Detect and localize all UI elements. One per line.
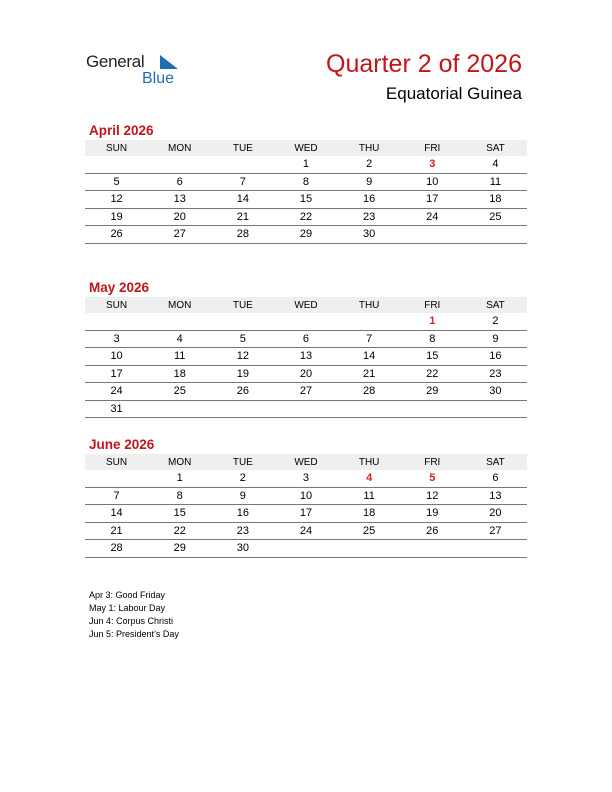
day-cell: 8 [401,330,464,348]
day-cell: 30 [464,383,527,401]
day-cell: 11 [464,173,527,191]
weekday-header: THU [338,140,401,156]
day-cell: 18 [338,505,401,523]
weekday-header-row [85,140,527,156]
day-cell: 18 [464,191,527,209]
day-cell: 31 [85,400,148,418]
logo-blue-text: Blue [142,70,175,87]
day-cell: 24 [401,208,464,226]
day-cell [148,313,211,330]
day-cell: 30 [338,226,401,244]
weekday-header: SAT [464,140,527,156]
day-cell: 7 [338,330,401,348]
day-cell: 16 [464,348,527,366]
weekday-header: THU [338,297,401,313]
day-cell: 22 [274,208,337,226]
day-cell: 10 [85,348,148,366]
day-cell: 2 [464,313,527,330]
day-cell: 24 [85,383,148,401]
day-cell [274,313,337,330]
holiday-note: Apr 3: Good Friday [89,590,166,600]
week-row [85,208,527,226]
week-row [85,313,527,330]
week-row [85,400,527,418]
day-cell: 12 [85,191,148,209]
day-cell: 1 [274,156,337,173]
weekday-header: TUE [211,140,274,156]
day-cell: 4 [338,470,401,487]
month-april [85,122,527,244]
day-cell: 5 [211,330,274,348]
day-cell: 22 [401,365,464,383]
day-cell: 21 [85,522,148,540]
week-row [85,191,527,209]
week-row [85,226,527,244]
weekday-header: MON [148,297,211,313]
day-cell: 3 [274,470,337,487]
logo [86,52,186,92]
week-row [85,383,527,401]
day-cell: 26 [401,522,464,540]
weekday-header: WED [274,140,337,156]
day-cell: 24 [274,522,337,540]
day-cell: 29 [148,540,211,558]
day-cell: 14 [338,348,401,366]
day-cell: 9 [338,173,401,191]
day-cell [85,470,148,487]
day-cell: 7 [211,173,274,191]
day-cell: 6 [148,173,211,191]
weekday-header: MON [148,140,211,156]
day-cell: 1 [148,470,211,487]
day-cell: 28 [85,540,148,558]
day-cell: 12 [211,348,274,366]
day-cell: 26 [85,226,148,244]
day-cell: 21 [211,208,274,226]
day-cell: 15 [401,348,464,366]
day-cell: 20 [148,208,211,226]
day-cell: 28 [338,383,401,401]
day-cell: 26 [211,383,274,401]
weekday-header: SUN [85,297,148,313]
day-cell [338,540,401,558]
day-cell: 27 [464,522,527,540]
day-cell: 6 [464,470,527,487]
day-cell: 13 [464,487,527,505]
day-cell: 15 [148,505,211,523]
day-cell: 7 [85,487,148,505]
day-cell: 30 [211,540,274,558]
day-cell: 27 [148,226,211,244]
day-cell: 4 [464,156,527,173]
day-cell [148,156,211,173]
day-cell: 4 [148,330,211,348]
day-cell: 28 [211,226,274,244]
day-cell: 14 [85,505,148,523]
week-row [85,365,527,383]
weekday-header: SAT [464,454,527,470]
day-cell: 25 [464,208,527,226]
holiday-note: Jun 5: President’s Day [89,629,179,639]
week-row [85,505,527,523]
day-cell: 10 [401,173,464,191]
day-cell: 25 [148,383,211,401]
month-title: May 2026 [89,280,150,295]
day-cell: 22 [148,522,211,540]
holiday-note: Jun 4: Corpus Christi [89,616,174,626]
weekday-header: SUN [85,454,148,470]
day-cell: 18 [148,365,211,383]
day-cell: 11 [338,487,401,505]
day-cell: 14 [211,191,274,209]
day-cell: 17 [274,505,337,523]
day-cell: 23 [464,365,527,383]
logo-general-text: General [86,52,145,71]
day-cell [464,400,527,418]
month-june [85,436,527,558]
day-cell: 8 [274,173,337,191]
day-cell: 8 [148,487,211,505]
day-cell: 19 [211,365,274,383]
week-row [85,156,527,173]
weekday-header: FRI [401,454,464,470]
day-cell [148,400,211,418]
day-cell [464,226,527,244]
day-cell: 13 [274,348,337,366]
day-cell: 5 [85,173,148,191]
day-cell: 5 [401,470,464,487]
day-cell: 9 [211,487,274,505]
weekday-header: WED [274,454,337,470]
day-cell: 29 [401,383,464,401]
country-name: Equatorial Guinea [385,84,522,103]
day-cell [85,313,148,330]
weekday-header: TUE [211,454,274,470]
logo-triangle-icon [158,55,178,71]
day-cell: 16 [338,191,401,209]
week-row [85,540,527,558]
day-cell: 21 [338,365,401,383]
day-cell: 3 [401,156,464,173]
day-cell: 27 [274,383,337,401]
weekday-header: SUN [85,140,148,156]
weekday-header-row [85,297,527,313]
page-title: Quarter 2 of 2026 [326,50,522,78]
holiday-note: May 1: Labour Day [89,603,166,613]
day-cell [211,400,274,418]
day-cell [401,400,464,418]
day-cell: 19 [85,208,148,226]
day-cell: 20 [274,365,337,383]
day-cell [401,226,464,244]
day-cell [85,156,148,173]
day-cell: 10 [274,487,337,505]
day-cell: 19 [401,505,464,523]
day-cell: 1 [401,313,464,330]
day-cell [338,400,401,418]
weekday-header: TUE [211,297,274,313]
day-cell [274,400,337,418]
week-row [85,522,527,540]
week-row [85,470,527,487]
day-cell: 25 [338,522,401,540]
weekday-header: SAT [464,297,527,313]
month-may [85,279,527,418]
month-title: April 2026 [89,123,154,138]
day-cell: 11 [148,348,211,366]
day-cell: 2 [338,156,401,173]
day-cell: 3 [85,330,148,348]
day-cell [274,540,337,558]
weekday-header: WED [274,297,337,313]
weekday-header: THU [338,454,401,470]
day-cell: 2 [211,470,274,487]
day-cell [401,540,464,558]
day-cell: 17 [401,191,464,209]
week-row [85,330,527,348]
calendar-table [85,454,527,558]
weekday-header: FRI [401,297,464,313]
day-cell [464,540,527,558]
month-title: June 2026 [89,437,155,452]
day-cell: 6 [274,330,337,348]
day-cell: 15 [274,191,337,209]
week-row [85,173,527,191]
weekday-header: MON [148,454,211,470]
week-row [85,348,527,366]
holiday-notes [89,589,179,641]
day-cell: 20 [464,505,527,523]
day-cell: 9 [464,330,527,348]
day-cell: 29 [274,226,337,244]
week-row [85,487,527,505]
day-cell: 23 [338,208,401,226]
day-cell [211,313,274,330]
calendar-table [85,140,527,244]
day-cell: 17 [85,365,148,383]
weekday-header-row [85,454,527,470]
day-cell: 23 [211,522,274,540]
weekday-header: FRI [401,140,464,156]
day-cell: 16 [211,505,274,523]
day-cell: 12 [401,487,464,505]
day-cell [338,313,401,330]
day-cell [211,156,274,173]
calendar-table [85,297,527,418]
day-cell: 13 [148,191,211,209]
